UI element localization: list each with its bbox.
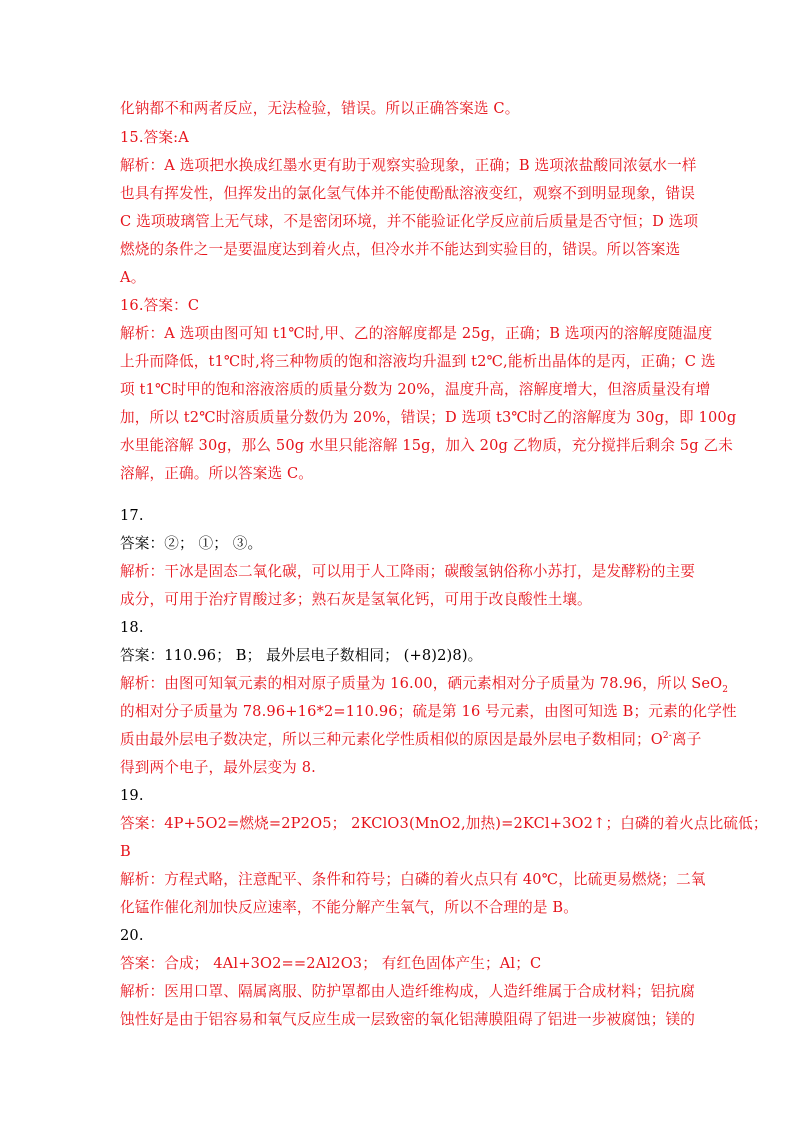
explanation-15-line-5: A。 [120,269,146,286]
explanation-19-line-2: 化锰作催化剂加快反应速率，不能分解产生氧气，所以不合理的是 B。 [120,899,578,916]
explanation-16-line-2: 上升而降低，t1℃时,将三种物质的饱和溶液均升温到 t2℃,能析出晶体的是丙，正确；C 选 [120,353,716,370]
explanation-20-line-1: 解析：医用口罩、隔属离服、防护罩都由人造纤维构成，人造纤维属于合成材料；铝抗腐 [120,983,696,1000]
explanation-15-line-2: 也具有挥发性，但挥发出的氯化氢气体并不能使酚酞溶液变红，观察不到明显现象，错误 [120,185,696,202]
answer-19-line-2: B [120,843,131,860]
explanation-16-line-1: 解析：A 选项由图可知 t1℃时,甲、乙的溶解度都是 25g，正确；B 选项丙的溶解度随温度 [120,325,713,342]
answer-17: 答案：②； ①； ③。 [120,535,263,552]
answer-19-line-1: 答案：4P+5O2=燃烧=2P2O5； 2KClO3(MnO2,加热)=2KCl+3O2↑；白磷的着火点比硫低； [120,815,768,832]
question-17-number: 17. [120,507,144,524]
explanation-18-line-2: 的相对分子质量为 78.96+16*2=110.96；硫是第 16 号元素，由图可知选 B；元素的化学性 [120,703,737,720]
explanation-16-line-5: 水里能溶解 30g，那么 50g 水里只能溶解 15g，加入 20g 乙物质，充分搅拌后剩余 5g 乙未 [120,437,734,454]
explanation-18-line-4: 得到两个电子，最外层变为 8. [120,759,316,776]
oxygen-ion-superscript: 2- [662,731,672,742]
explanation-16-line-6: 溶解，正确。所以答案选 C。 [120,465,314,482]
explanation-17-line-2: 成分，可用于治疗胃酸过多；熟石灰是氢氧化钙，可用于改良酸性土壤。 [120,591,592,608]
question-19-number: 19. [120,787,144,804]
answer-16: 16.答案：C [120,297,200,314]
explanation-15-line-3: C 选项玻璃管上无气球，不是密闭环境，并不能验证化学反应前后质量是否守恒；D 选项 [120,213,699,230]
answer-20: 答案：合成； 4Al+3O2==2Al2O3； 有红色固体产生；Al；C [120,955,542,972]
question-20-number: 20. [120,927,144,944]
seo2-subscript: 2 [722,684,729,695]
answer-18: 答案：110.96； B； 最外层电子数相同； (+8)2)8)。 [120,647,483,664]
question-18-number: 18. [120,619,144,636]
explanation-18-line-1: 解析：由图可知氧元素的相对原子质量为 16.00，硒元素相对分子质量为 78.96，所以 SeO$_2$ [120,675,729,695]
explanation-19-line-1: 解析：方程式略，注意配平、条件和符号；白磷的着火点只有 40℃，比硫更易燃烧；二氧 [120,871,706,888]
explanation-17-line-1: 解析：干冰是固态二氧化碳，可以用于人工降雨；碳酸氢钠俗称小苏打，是发酵粉的主要 [120,563,696,580]
explanation-15-line-1: 解析：A 选项把水换成红墨水更有助于观察实验现象，正确；B 选项浓盐酸同浓氨水一样 [120,157,697,174]
explanation-15-line-4: 燃烧的条件之一是要温度达到着火点，但冷水并不能达到实验目的，错误。所以答案选 [120,241,681,258]
explanation-16-line-3: 项 t1℃时甲的饱和溶液溶质的质量分数为 20%，温度升高，溶解度增大，但溶质量没有增 [120,381,711,398]
answer-15: 15.答案:A [120,129,189,146]
explanation-18-line-3: 质由最外层电子数决定，所以三种元素化学性质相似的原因是最外层电子数相同；$O^{2-}$离子 [120,731,702,748]
explanation-20-line-2: 蚀性好是由于铝容易和氧气反应生成一层致密的氧化铝薄膜阻碍了铝进一步被腐蚀；镁的 [120,1011,696,1028]
text-line-continuation: 化钠都不和两者反应，无法检验，错误。所以正确答案选 C。 [120,100,520,117]
explanation-16-line-4: 加，所以 t2℃时溶质质量分数仍为 20%，错误；D 选项 t3℃时乙的溶解度为 30g，即 100g [120,409,737,426]
